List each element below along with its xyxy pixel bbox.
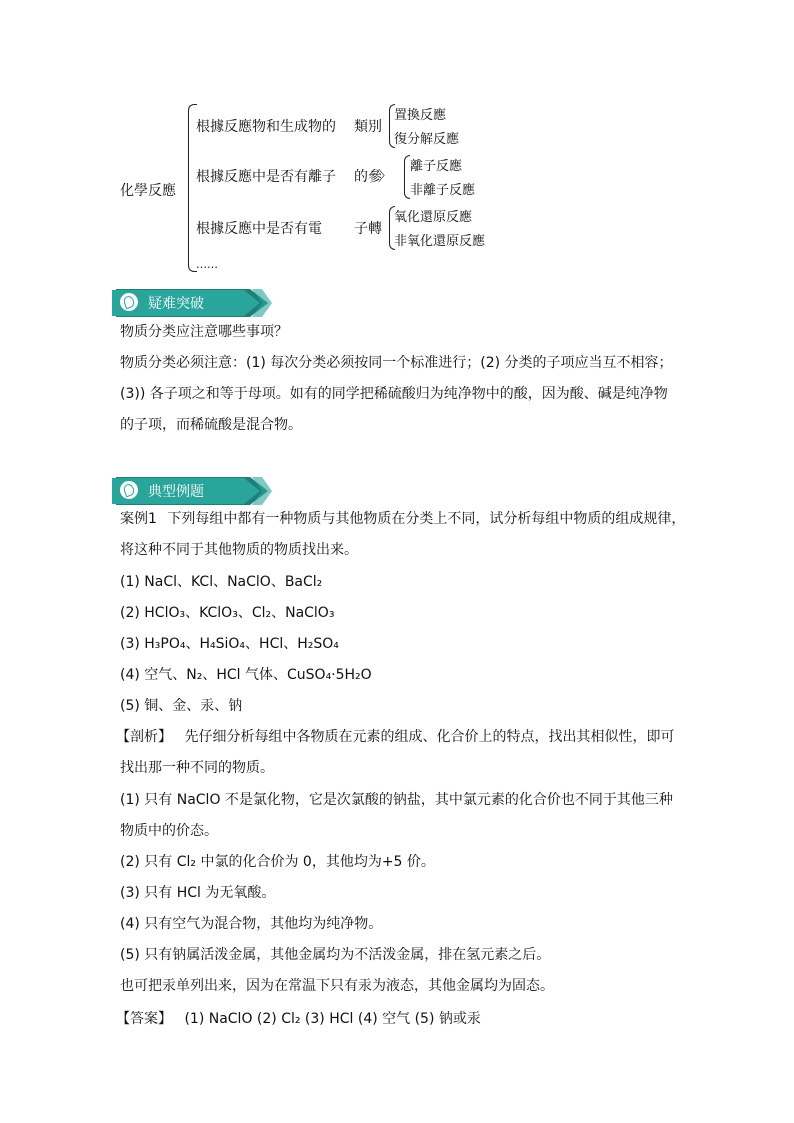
diagram-ellipsis: …… — [196, 258, 218, 271]
explanation-3: (3) 只有 HCl 为无氧酸。 — [120, 885, 276, 901]
leaf-1a: 置換反應 — [394, 108, 447, 123]
question-text: 物质分类应注意哪些事项？ — [120, 324, 288, 340]
banner-title: 典型例题 — [148, 484, 204, 500]
explanation-2: (2) 只有 Cl₂ 中氯的化合价为 0，其他均为+5 价。 — [120, 854, 435, 870]
answer-line — [116, 1009, 481, 1029]
criterion-1: 根據反應物和生成物的 — [196, 119, 336, 135]
case-title: 案例1 — [120, 511, 157, 527]
explanation-6: 也可把汞单列出来，因为在常温下只有汞为液态，其他金属均为固态。 — [120, 978, 554, 994]
section-banner-difficulties — [112, 286, 272, 320]
group-3: (3) H₃PO₄、H₄SiO₄、HCl、H₂SO₄ — [120, 636, 339, 652]
group-1: (1) NaCl、KCl、NaClO、BaCl₂ — [120, 574, 323, 590]
group-2: (2) HClO₃、KClO₃、Cl₂、NaClO₃ — [120, 605, 335, 621]
leaf-2a: 離子反應 — [410, 159, 463, 174]
leaf-2b: 非離子反應 — [410, 183, 476, 198]
answer-line-1: 物质分类必须注意：(1) 每次分类必须按同一个标准进行；(2) 分类的子项应当互不相容； — [120, 355, 673, 371]
leaf-3a: 氧化還原反應 — [394, 210, 473, 225]
explanation-1: (1) 只有 NaClO 不是氯化物，它是次氯酸的钠盐，其中氯元素的化合价也不同于其他三种 — [120, 792, 673, 808]
group-4: (4) 空气、N₂、HCl 气体、CuSO₄·5H₂O — [120, 667, 372, 683]
result-label-1: 類別 — [354, 119, 382, 135]
case-text: 下列每组中都有一种物质与其他物质在分类上不同，试分析每组中物质的组成规律， — [167, 511, 686, 527]
analysis-line-1 — [116, 727, 674, 747]
analysis-line-2: 找出那一种不同的物质。 — [120, 760, 274, 776]
case-line-2: 将这种不同于其他物质的物质找出来。 — [120, 542, 358, 558]
diagram-root: 化學反應 — [120, 183, 176, 199]
criterion-3: 根據反應中是否有電 — [196, 221, 322, 237]
analysis-label: 【剖析】 — [116, 729, 172, 745]
section-banner-examples — [112, 474, 272, 508]
result-label-3: 子轉 — [354, 221, 382, 237]
answer-line-3: 的子项，而稀硫酸是混合物。 — [120, 417, 302, 433]
analysis-text: 先仔细分析每组中各物质在元素的组成、化合价上的特点，找出其相似性，即可 — [184, 729, 675, 745]
explanation-1-cont: 物质中的价态。 — [120, 823, 218, 839]
criterion-2: 根據反應中是否有離子 — [196, 169, 336, 185]
banner-title: 疑难突破 — [148, 296, 204, 312]
result-label-2: 的參 — [354, 169, 382, 185]
leaf-1b: 復分解反應 — [394, 132, 460, 147]
answer-label: 【答案】 — [116, 1011, 172, 1027]
pencil-badge-icon — [118, 479, 140, 501]
group-5: (5) 铜、金、汞、钠 — [120, 698, 243, 714]
answer-line-2: (3)) 各子项之和等于母项。如有的同学把稀硫酸归为纯净物中的酸，因为酸、碱是纯净物 — [120, 386, 668, 402]
leaf-3b: 非氧化還原反應 — [394, 234, 486, 249]
case-line-1 — [120, 509, 685, 529]
arrow-icon: 〉 — [378, 169, 392, 185]
explanation-4: (4) 只有空气为混合物，其他均为纯净物。 — [120, 916, 383, 932]
explanation-5: (5) 只有钠属活泼金属，其他金属均为不活泼金属，排在氢元素之后。 — [120, 947, 551, 963]
answer-text: (1) NaClO (2) Cl₂ (3) HCl (4) 空气 (5) 钠或汞 — [184, 1011, 481, 1027]
pencil-badge-icon — [118, 291, 140, 313]
